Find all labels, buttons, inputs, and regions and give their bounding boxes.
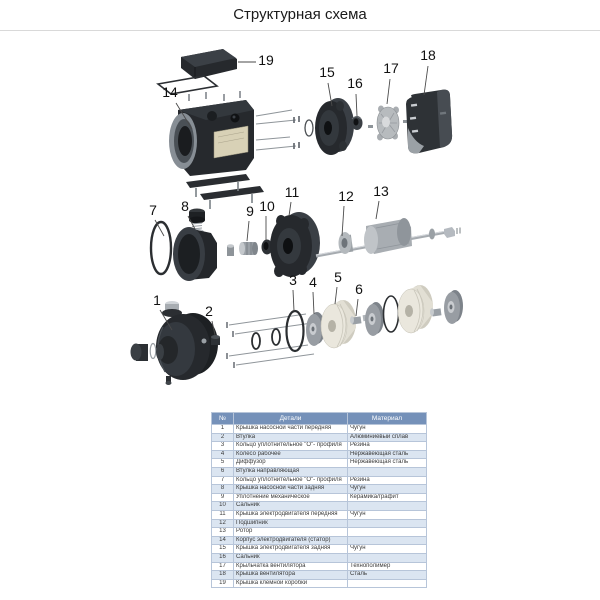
callout-number-12: 12 xyxy=(338,188,354,204)
cell-material xyxy=(348,519,427,528)
table-row xyxy=(212,528,427,537)
cell-material: Технополимер xyxy=(348,562,427,571)
cell-part: Крышка клемной коробки xyxy=(234,579,348,588)
callout-number-15: 15 xyxy=(319,64,335,80)
cell-part: Крышка насосной части передняя xyxy=(234,425,348,434)
cell-num: 1 xyxy=(212,425,234,434)
cell-num: 2 xyxy=(212,433,234,442)
table-row xyxy=(212,545,427,554)
part-18-fan-cover xyxy=(406,90,452,154)
table-row xyxy=(212,502,427,511)
callout-line-11 xyxy=(289,202,291,216)
col-header-num: № xyxy=(212,413,234,425)
part-15-rear-motor-cover xyxy=(315,98,354,155)
motor-studs xyxy=(256,110,299,150)
cell-part: Крышка насосной части задняя xyxy=(234,485,348,494)
cell-material: Нержавеющая сталь xyxy=(348,450,427,459)
callout-number-18: 18 xyxy=(420,47,436,63)
cell-num: 13 xyxy=(212,528,234,537)
cell-num: 4 xyxy=(212,450,234,459)
callout-number-3: 3 xyxy=(289,272,297,288)
cell-num: 14 xyxy=(212,536,234,545)
cell-material: Нержавеющая сталь xyxy=(348,459,427,468)
cell-part: Корпус электродвигателя (статор) xyxy=(234,536,348,545)
callout-number-6: 6 xyxy=(355,281,363,297)
part-9-mechanical-seal xyxy=(227,242,258,256)
cell-part: Уплотнение механическое xyxy=(234,493,348,502)
part-3-oring xyxy=(287,311,304,351)
callout-number-5: 5 xyxy=(334,269,342,285)
cell-num: 15 xyxy=(212,545,234,554)
cell-material xyxy=(348,528,427,537)
part-5-diffuser xyxy=(321,300,356,348)
callout-line-4 xyxy=(313,292,314,314)
small-oring xyxy=(305,120,313,136)
part-11-front-motor-cover xyxy=(270,212,320,277)
part-16-seal-ring xyxy=(352,116,363,130)
cell-num: 16 xyxy=(212,553,234,562)
part-17-fan-impeller xyxy=(368,106,408,141)
table-row xyxy=(212,459,427,468)
cell-num: 19 xyxy=(212,579,234,588)
cell-num: 9 xyxy=(212,493,234,502)
callout-line-9 xyxy=(247,221,249,241)
cell-part: Втулка направляющая xyxy=(234,467,348,476)
callout-number-14: 14 xyxy=(162,84,178,100)
cell-num: 10 xyxy=(212,502,234,511)
callout-number-4: 4 xyxy=(309,274,317,290)
cell-num: 6 xyxy=(212,467,234,476)
callout-number-8: 8 xyxy=(181,198,189,214)
diffuser-2 xyxy=(398,285,433,333)
table-row xyxy=(212,553,427,562)
cell-part: Сальник xyxy=(234,502,348,511)
cell-material: Резина xyxy=(348,476,427,485)
page-title: Структурная схема xyxy=(233,6,367,23)
callout-number-17: 17 xyxy=(383,60,399,76)
cell-num: 7 xyxy=(212,476,234,485)
bushing-2 xyxy=(430,308,442,316)
part-13-rotor-shaft xyxy=(316,218,460,256)
table-row xyxy=(212,442,427,451)
cell-material: Чугун xyxy=(348,485,427,494)
callout-line-5 xyxy=(335,287,337,304)
parts-table-wrap xyxy=(211,412,426,588)
callout-line-18 xyxy=(424,66,428,95)
part-19-terminal-box-cover xyxy=(181,49,237,79)
callout-line-16 xyxy=(356,94,357,116)
cell-material xyxy=(348,502,427,511)
cell-material: Алюминиевый сплав xyxy=(348,433,427,442)
callout-number-19: 19 xyxy=(258,52,274,68)
cell-part: Крыльчатка вентилятора xyxy=(234,562,348,571)
table-row xyxy=(212,485,427,494)
part-12-bearing xyxy=(339,232,354,254)
cell-material: Сталь xyxy=(348,571,427,580)
callout-number-10: 10 xyxy=(259,198,275,214)
cell-material: Чугун xyxy=(348,510,427,519)
cell-material xyxy=(348,467,427,476)
table-row xyxy=(212,536,427,545)
cell-num: 18 xyxy=(212,571,234,580)
impeller-2 xyxy=(365,302,384,336)
cell-num: 17 xyxy=(212,562,234,571)
cell-material xyxy=(348,553,427,562)
cell-material: Керамика/графит xyxy=(348,493,427,502)
cell-material xyxy=(348,579,427,588)
callout-line-13 xyxy=(376,201,379,219)
part-14-stator-housing xyxy=(169,100,254,176)
oring-2 xyxy=(384,296,399,332)
callout-line-3 xyxy=(293,290,294,311)
table-row xyxy=(212,493,427,502)
parts-table xyxy=(211,412,427,588)
table-row xyxy=(212,519,427,528)
callout-line-12 xyxy=(342,206,344,236)
callout-line-6 xyxy=(356,299,358,316)
impeller-3 xyxy=(444,290,463,324)
tie-bolts xyxy=(227,314,314,368)
cell-part: Крышка вентилятора xyxy=(234,571,348,580)
callout-number-11: 11 xyxy=(284,184,300,200)
table-row xyxy=(212,467,427,476)
table-row xyxy=(212,571,427,580)
cell-material xyxy=(348,536,427,545)
callout-number-9: 9 xyxy=(246,203,254,219)
callout-number-1: 1 xyxy=(153,292,161,308)
table-header-row xyxy=(212,413,427,425)
table-row xyxy=(212,450,427,459)
cell-part: Сальник xyxy=(234,553,348,562)
callout-number-2: 2 xyxy=(205,303,213,319)
table-row xyxy=(212,510,427,519)
table-row xyxy=(212,433,427,442)
cell-material: Резина xyxy=(348,442,427,451)
cell-num: 8 xyxy=(212,485,234,494)
cell-num: 11 xyxy=(212,510,234,519)
table-row xyxy=(212,476,427,485)
cell-material: Чугун xyxy=(348,425,427,434)
cell-part: Колесо рабочее xyxy=(234,450,348,459)
callout-line-17 xyxy=(387,79,390,104)
col-header-part: Детали xyxy=(234,413,348,425)
cell-material: Чугун xyxy=(348,545,427,554)
cell-num: 3 xyxy=(212,442,234,451)
cell-part: Крышка электродвигателя задняя xyxy=(234,545,348,554)
cell-part: Диффузор xyxy=(234,459,348,468)
callout-number-7: 7 xyxy=(149,202,157,218)
cell-part: Крышка электродвигателя передняя xyxy=(234,510,348,519)
cell-part: Кольцо уплотнительное "O"- профиля xyxy=(234,442,348,451)
table-row xyxy=(212,562,427,571)
cell-part: Подшипник xyxy=(234,519,348,528)
col-header-material: Материал xyxy=(348,413,427,425)
cell-part: Ротор xyxy=(234,528,348,537)
table-row xyxy=(212,425,427,434)
cell-num: 12 xyxy=(212,519,234,528)
part-8-rear-pump-cover xyxy=(173,209,217,282)
table-row xyxy=(212,579,427,588)
cell-part: Кольцо уплотнительное "O"- профиля xyxy=(234,476,348,485)
cell-part: Втулка xyxy=(234,433,348,442)
bolt-orings xyxy=(252,329,280,349)
cell-num: 5 xyxy=(212,459,234,468)
callout-number-16: 16 xyxy=(347,75,363,91)
callout-number-13: 13 xyxy=(373,183,389,199)
